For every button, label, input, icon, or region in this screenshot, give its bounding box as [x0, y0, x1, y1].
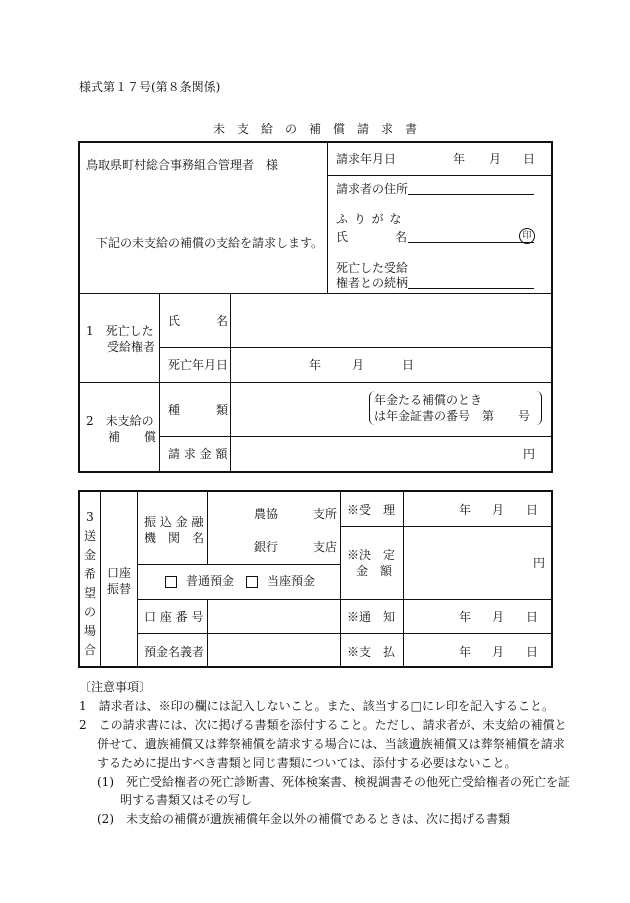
section2-label-2: 補 償 — [108, 430, 157, 444]
notice-label: ※通 知 — [347, 610, 396, 624]
account-transfer-label-2: 振替 — [107, 582, 132, 596]
note-item: 2 この請求書には、次に掲げる書類を添付すること。ただし、請求者が、未支給の補償と — [79, 718, 567, 732]
page-title: 未 支 給 の 補 償 請 求 書 — [213, 122, 418, 136]
decision-label-2: 金 額 — [356, 564, 393, 578]
deceased-name-label: 氏 名 — [168, 314, 229, 328]
request-statement: 下記の未支給の補償の支給を請求します。 — [96, 236, 324, 250]
account-number-field[interactable] — [208, 600, 340, 633]
note-item: (1) 死亡受給権者の死亡診断書、死体検案書、検視調書その他死亡受給権者の死亡を証 — [97, 775, 571, 789]
amount-label: 請 求 金 額 — [168, 447, 228, 461]
pension-note-line2: は年金証書の番号 第 号 — [374, 409, 531, 423]
branch-label: 支店 — [313, 540, 338, 554]
payment-label: ※支 払 — [347, 645, 396, 659]
section1-label: 1 死亡した — [86, 324, 154, 338]
receipt-day: 日 — [526, 503, 539, 517]
branch-office-label: 支所 — [313, 507, 338, 521]
relation-field[interactable] — [408, 288, 534, 289]
pension-note-line1: 年金たる補償のとき — [374, 393, 483, 407]
agri-coop-label: 農協 — [254, 507, 279, 521]
payment-day: 日 — [526, 645, 539, 659]
bank-label: 振 込 金 融 — [144, 515, 204, 529]
section2-label: 2 未支給の — [86, 414, 154, 428]
death-year-label: 年 — [309, 358, 322, 372]
name-field[interactable] — [408, 242, 534, 243]
current-deposit-checkbox[interactable] — [246, 576, 258, 588]
notes-heading: 〔注意事項〕 — [79, 680, 152, 694]
seal-icon: 印 — [519, 228, 535, 244]
account-transfer-label: 口座 — [107, 566, 132, 580]
addressee: 鳥取県町村総合事務組合管理者 様 — [86, 158, 279, 172]
receipt-year: 年 — [459, 503, 472, 517]
death-day-label: 日 — [402, 358, 415, 372]
name-label-1: 氏 — [336, 230, 349, 244]
death-month-label: 月 — [352, 358, 365, 372]
receipt-month: 月 — [492, 503, 505, 517]
relation-label-2: 権者との続柄 — [336, 276, 409, 290]
date-day-label: 日 — [523, 152, 536, 166]
bank-type-label: 銀行 — [254, 540, 279, 554]
note-item: 1 請求者は、※印の欄には記入しないこと。また、該当する□にレ印を記入すること。 — [79, 699, 554, 713]
account-number-label: 口 座 番 号 — [144, 610, 204, 624]
date-year-label: 年 — [453, 152, 466, 166]
ordinary-deposit-checkbox[interactable] — [165, 576, 177, 588]
notice-month: 月 — [492, 610, 505, 624]
notice-day: 日 — [526, 610, 539, 624]
bank-label-2: 機 関 名 — [144, 531, 205, 545]
payment-year: 年 — [459, 645, 472, 659]
note-item: するために提出すべき書類と同じ書類については、添付する必要はないこと。 — [97, 756, 517, 770]
relation-label-1: 死亡した受給 — [336, 261, 409, 275]
ordinary-deposit-label: 普通預金 — [186, 574, 235, 588]
death-date-label: 死亡年月日 — [168, 358, 229, 372]
address-field[interactable] — [408, 194, 534, 195]
amount-unit: 円 — [523, 447, 536, 461]
request-date-label: 請求年月日 — [336, 152, 397, 166]
receipt-label: ※受 理 — [347, 503, 396, 517]
note-item: 明する書類又はその写し — [120, 793, 253, 807]
type-label: 種 類 — [168, 403, 229, 417]
section3-label: 3 送 金 希 望 の 場 合 — [83, 510, 96, 657]
notice-year: 年 — [459, 610, 472, 624]
account-holder-label: 預金名義者 — [144, 645, 205, 659]
payment-month: 月 — [492, 645, 505, 659]
furigana-label: ふ り が な — [336, 212, 403, 226]
decision-yen: 円 — [533, 556, 546, 570]
deceased-name-field[interactable] — [231, 294, 552, 347]
current-deposit-label: 当座預金 — [267, 574, 316, 588]
account-holder-field[interactable] — [208, 634, 340, 667]
decision-label: ※決 定 — [347, 548, 396, 562]
section1-label-2: 受給権者 — [107, 340, 156, 354]
note-item: (2) 未支給の補償が遺族補償年金以外の補償であるときは、次に掲げる書類 — [97, 812, 511, 826]
form-number: 様式第１７号(第８条関係) — [79, 80, 221, 94]
address-label: 請求者の住所 — [336, 182, 409, 196]
note-item: 併せて、遺族補償又は葬祭補償を請求する場合には、当該遺族補償又は葬祭補償を請求 — [97, 737, 565, 751]
name-label-2: 名 — [395, 230, 408, 244]
date-month-label: 月 — [489, 152, 502, 166]
